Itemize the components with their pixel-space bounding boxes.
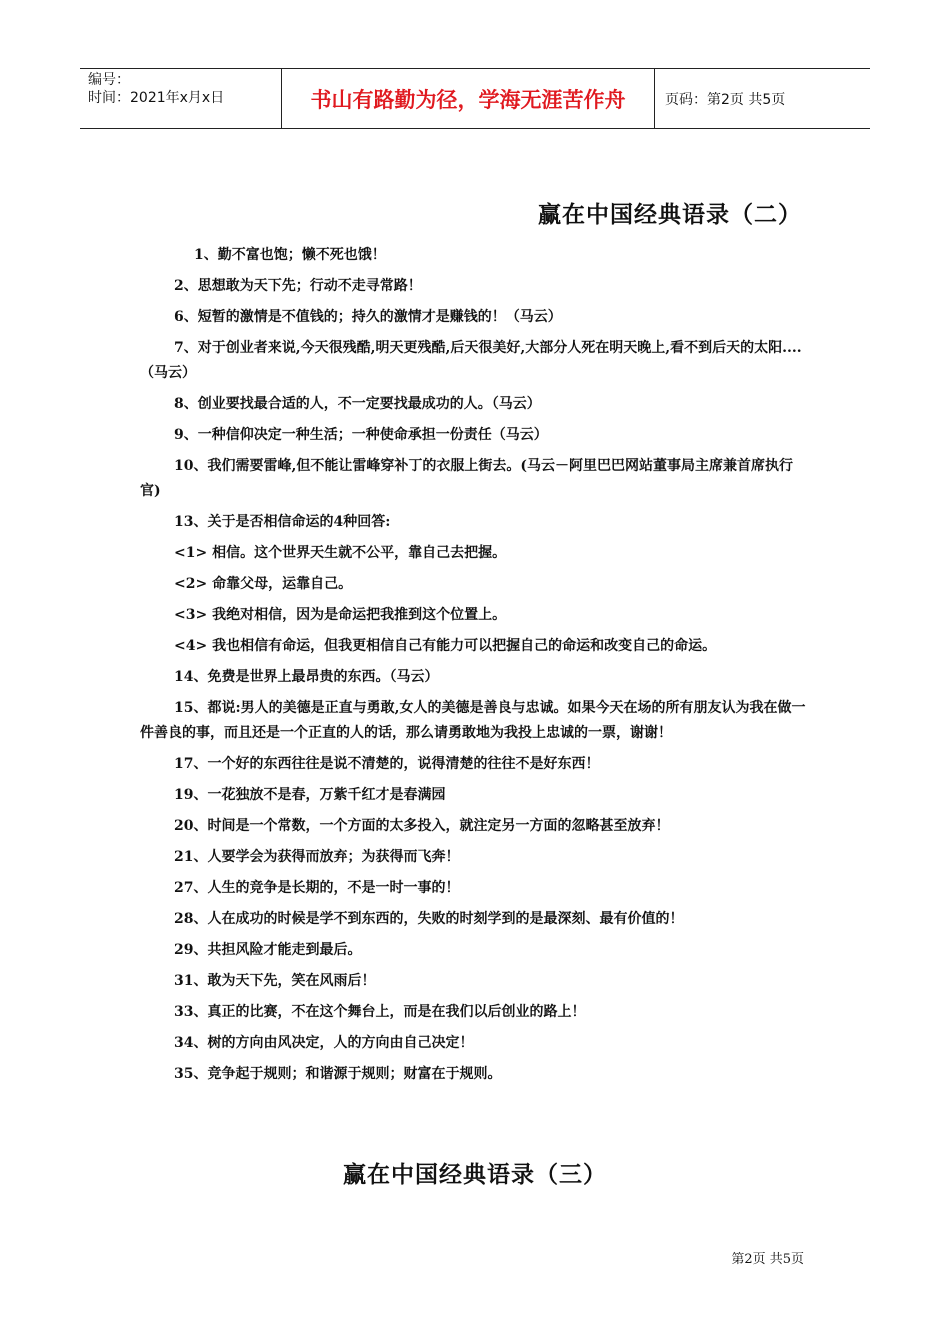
quote-item: 9、一种信仰决定一种生活；一种使命承担一份责任（马云） — [174, 427, 548, 443]
quote-item: 1、勤不富也饱；懒不死也饿！ — [194, 247, 386, 263]
quote-list — [140, 240, 808, 1090]
header-page-info: 页码：第2页 共5页 — [665, 91, 786, 108]
quote-item: 35、竞争起于规则；和谐源于规则；财富在于规则。 — [174, 1066, 502, 1082]
quote-item: <1> 相信。这个世界天生就不公平，靠自己去把握。 — [174, 545, 507, 561]
quote-item: <3> 我绝对相信，因为是命运把我推到这个位置上。 — [174, 607, 507, 623]
quote-item: 2、思想敢为天下先；行动不走寻常路！ — [174, 278, 422, 294]
page-footer: 第2页 共5页 — [731, 1252, 804, 1267]
quote-item: 14、免费是世界上最昂贵的东西。（马云） — [174, 669, 439, 685]
section-title-2: 赢在中国经典语录（二） — [538, 201, 802, 228]
quote-item: 6、短暂的激情是不值钱的；持久的激情才是赚钱的！（马云） — [174, 309, 562, 325]
quote-item: 31、敢为天下先，笑在风雨后！ — [174, 973, 376, 989]
quote-item: 17、一个好的东西往往是说不清楚的，说得清楚的往往不是好东西！ — [174, 756, 600, 772]
quote-item: 8、创业要找最合适的人，不一定要找最成功的人。（马云） — [174, 396, 541, 412]
quote-item: <2> 命靠父母，运靠自己。 — [174, 576, 353, 592]
quote-item: 28、人在成功的时候是学不到东西的，失败的时刻学到的是最深刻、最有价值的！ — [174, 911, 684, 927]
header-meta — [80, 69, 282, 128]
quote-item: 29、共担风险才能走到最后。 — [174, 942, 362, 958]
page-header — [80, 68, 870, 129]
quote-item: 13、关于是否相信命运的4种回答: — [174, 514, 391, 530]
header-motto: 书山有路勤为径，学海无涯苦作舟 — [282, 69, 655, 128]
serial-label: 编号： — [88, 72, 130, 88]
quote-item: 15、都说:男人的美德是正直与勇敢,女人的美德是善良与忠诚。如果今天在场的所有朋友认为我在做一件善良的事，而且还是一个正直的人的话，那么请勇敢地为我投上忠诚的一票，谢谢！ — [140, 700, 806, 741]
quote-item: 20、时间是一个常数，一个方面的太多投入，就注定另一方面的忽略甚至放弃！ — [174, 818, 670, 834]
quote-item: 10、我们需要雷峰,但不能让雷峰穿补丁的衣服上街去。(马云－阿里巴巴网站董事局主席兼首席执行官) — [140, 458, 793, 499]
quote-item: 34、树的方向由风决定，人的方向由自己决定！ — [174, 1035, 474, 1051]
time-label: 时间：2021年x月x日 — [88, 90, 225, 106]
section-title-3: 赢在中国经典语录（三） — [343, 1161, 607, 1188]
quote-item: 27、人生的竞争是长期的，不是一时一事的！ — [174, 880, 460, 896]
quote-item: 21、人要学会为获得而放弃；为获得而飞奔！ — [174, 849, 460, 865]
quote-item: <4> 我也相信有命运，但我更相信自己有能力可以把握自己的命运和改变自己的命运。 — [174, 638, 717, 654]
quote-item: 33、真正的比赛，不在这个舞台上，而是在我们以后创业的路上！ — [174, 1004, 586, 1020]
quote-item: 19、一花独放不是春，万紫千红才是春满园 — [174, 787, 446, 803]
quote-item: 7、对于创业者来说,今天很残酷,明天更残酷,后天很美好,大部分人死在明天晚上,看不到后天的太阳....（马云） — [140, 340, 802, 381]
